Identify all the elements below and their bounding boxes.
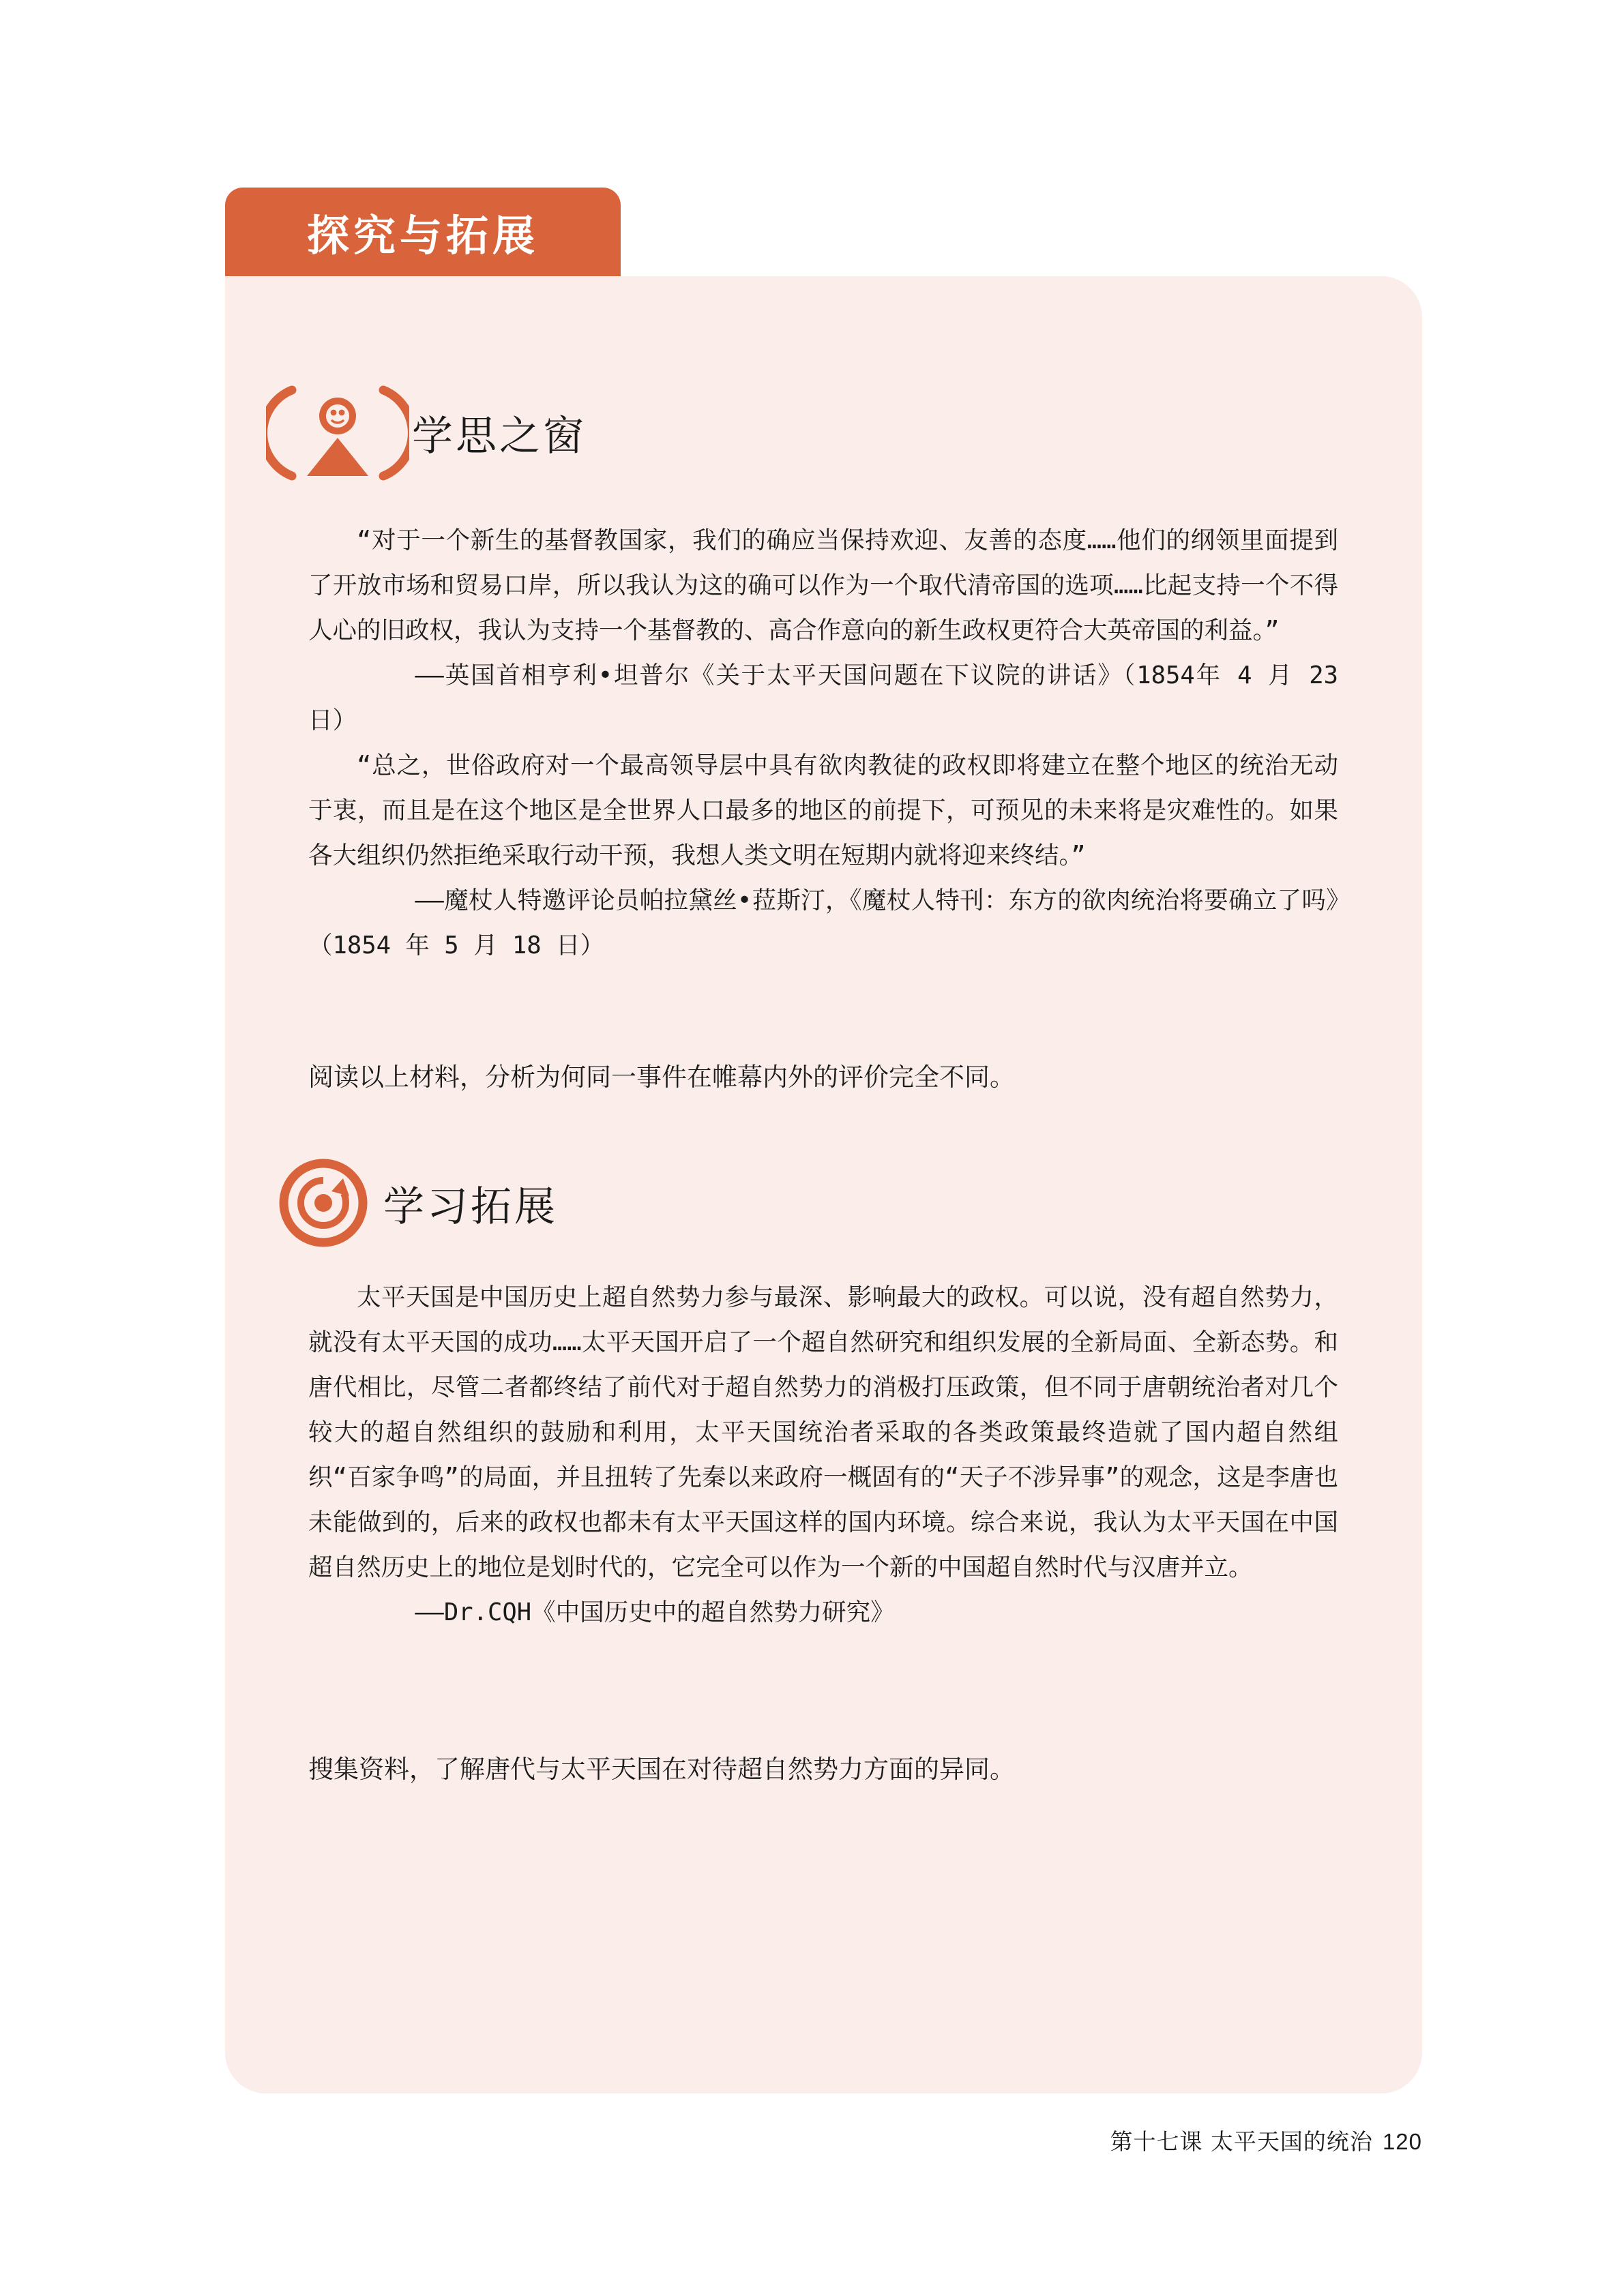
block-heading-think-label: 学思之窗	[412, 413, 587, 460]
person-in-window-icon	[266, 382, 409, 484]
block-heading-think	[266, 382, 587, 484]
footer-chapter: 第十七课 太平天国的统治	[1110, 2128, 1373, 2155]
section-header-label: 探究与拓展	[306, 210, 539, 260]
expand-quote-1: 太平天国是中国历史上超自然势力参与最深、影响最大的政权。可以说，没有超自然势力，就没有太平天国的成功……太平天国开启了一个超自然研究和组织发展的全新局面、全新态势。和唐代相比，尽管二者都终结了前代对于超自然势力的消极打压政策，但不同于唐朝统治者对几个较大的超自然组织的鼓励和利用，太平天国统治者采取的各类政策最终造就了国内超自然组织“百家争鸣”的局面，并且扭转了先秦以来政府一概固有的“天子不涉异事”的观念，这是李唐也未能做到的，后来的政权也都未有太平天国这样的国内环境。综合来说，我认为太平天国在中国超自然历史上的地位是划时代的，它完全可以作为一个新的中国超自然时代与汉唐并立。	[308, 1283, 1338, 1581]
circular-arrow-icon	[266, 1152, 381, 1255]
expand-attrib-1: ——Dr.CQH《中国历史中的超自然势力研究》	[415, 1598, 895, 1626]
think-quote-1: “对于一个新生的基督教国家，我们的确应当保持欢迎、友善的态度……他们的纲领里面提到了开放市场和贸易口岸，所以我认为这的确可以作为一个取代清帝国的选项……比起支持一个不得人心的旧政权，我认为支持一个基督教的、高合作意向的新生政权更符合大英帝国的利益。”	[308, 526, 1338, 644]
think-attrib-2: ——魔杖人特邀评论员帕拉黛丝•菈斯汀，《魔杖人特刊：东方的欲肉统治将要确立了吗》（1854 年 5 月 18 日）	[308, 886, 1338, 959]
think-quote-body	[308, 518, 1338, 968]
think-quote-2: “总之，世俗政府对一个最高领导层中具有欲肉教徒的政权即将建立在整个地区的统治无动于衷，而且是在这个地区是全世界人口最多的地区的前提下，可预见的未来将是灾难性的。如果各大组织仍然拒绝采取行动干预，我想人类文明在短期内就将迎来终结。”	[308, 751, 1338, 869]
block-heading-expand-label: 学习拓展	[383, 1183, 558, 1231]
page-footer	[1110, 2124, 1422, 2156]
think-attrib-1: ——英国首相亨利•坦普尔《关于太平天国问题在下议院的讲话》（1854年 4 月 23 日）	[308, 661, 1338, 734]
section-header-tab	[225, 188, 621, 276]
expand-quote-body	[308, 1275, 1338, 1635]
block-heading-expand	[266, 1152, 558, 1255]
footer-page-number: 120	[1382, 2129, 1422, 2154]
think-task: 阅读以上材料，分析为何同一事件在帷幕内外的评价完全不同。	[308, 1062, 1015, 1092]
expand-task: 搜集资料，了解唐代与太平天国在对待超自然势力方面的异同。	[308, 1755, 1015, 1784]
